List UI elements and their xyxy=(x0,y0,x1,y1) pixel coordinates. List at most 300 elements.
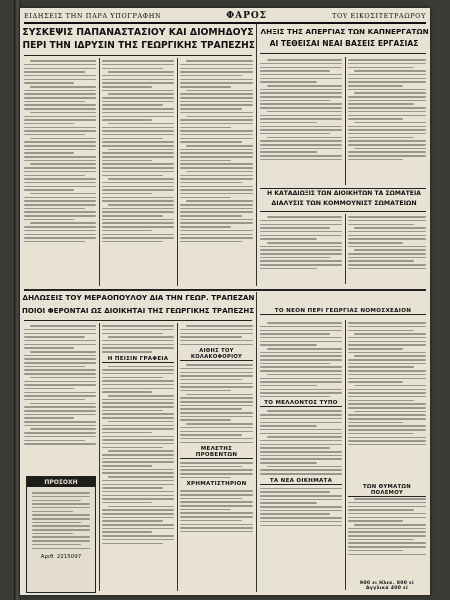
text-line xyxy=(348,253,426,255)
text-line xyxy=(102,495,174,497)
text-line xyxy=(180,531,253,533)
text-line xyxy=(260,231,342,233)
text-line xyxy=(267,242,342,244)
text-line xyxy=(260,521,342,523)
text-line xyxy=(180,469,253,471)
text-line xyxy=(102,417,174,419)
text-line xyxy=(260,341,342,343)
text-line xyxy=(24,127,96,129)
text-line xyxy=(180,333,253,335)
text-line xyxy=(348,509,414,511)
text-line xyxy=(102,531,152,533)
text-line xyxy=(180,516,253,518)
newspaper-page xyxy=(20,8,430,595)
text-line xyxy=(260,330,342,332)
text-line xyxy=(260,249,342,251)
text-line xyxy=(102,377,163,379)
text-line xyxy=(348,366,414,368)
text-line xyxy=(180,434,242,436)
text-line xyxy=(354,333,426,335)
text-line xyxy=(24,93,96,95)
text-line xyxy=(348,144,426,146)
text-line xyxy=(348,155,426,157)
text-line xyxy=(102,402,174,404)
text-line xyxy=(260,100,330,102)
article-body-column xyxy=(260,320,342,592)
text-line xyxy=(180,215,242,217)
text-line xyxy=(180,182,242,184)
text-line xyxy=(24,355,96,357)
text-line xyxy=(24,395,96,397)
text-line xyxy=(260,227,330,229)
text-line xyxy=(180,462,253,464)
text-line xyxy=(260,253,342,255)
text-line xyxy=(348,246,426,248)
text-line xyxy=(267,348,342,350)
text-line xyxy=(102,425,174,427)
text-line xyxy=(102,391,152,393)
text-line xyxy=(24,186,96,188)
text-line xyxy=(24,171,96,173)
text-line xyxy=(348,326,426,328)
text-line xyxy=(24,200,96,202)
text-line xyxy=(348,520,403,522)
text-line xyxy=(260,155,342,157)
text-line xyxy=(186,171,253,173)
text-line xyxy=(260,440,342,442)
text-line xyxy=(32,514,90,516)
text-line xyxy=(186,423,253,425)
text-line xyxy=(180,204,253,206)
text-line xyxy=(260,63,342,65)
text-line xyxy=(102,193,152,195)
text-line xyxy=(260,363,330,365)
text-line xyxy=(180,490,253,492)
text-line xyxy=(180,442,253,444)
text-line xyxy=(348,535,426,537)
text-line xyxy=(267,322,342,324)
text-line xyxy=(180,149,253,151)
text-line xyxy=(24,134,85,136)
text-line xyxy=(24,145,96,147)
text-line xyxy=(102,215,163,217)
text-line xyxy=(260,451,342,453)
text-line xyxy=(260,502,317,504)
text-line xyxy=(180,189,253,191)
text-line xyxy=(30,428,96,430)
text-line xyxy=(348,78,426,80)
text-line xyxy=(260,148,342,150)
text-line xyxy=(354,355,426,357)
text-line xyxy=(24,189,74,191)
text-line xyxy=(348,133,426,135)
text-line xyxy=(260,107,342,109)
text-line xyxy=(348,126,426,128)
text-line xyxy=(102,130,174,132)
text-line xyxy=(348,118,403,120)
text-line xyxy=(260,418,342,420)
headline-left-top-2: ΠΕΡΙ ΤΗΝ ΙΔΡΥΣΙΝ ΤΗΣ ΓΕΩΡΓΙΚΗΣ ΤΡΑΠΕΖΗΣ xyxy=(21,40,255,51)
text-line xyxy=(24,381,96,383)
text-line xyxy=(102,428,174,430)
text-line xyxy=(348,517,426,519)
text-line xyxy=(348,554,426,556)
text-line xyxy=(348,231,426,233)
text-line xyxy=(180,193,253,195)
text-line xyxy=(348,151,426,153)
text-line xyxy=(102,182,174,184)
text-line xyxy=(348,440,426,442)
text-line xyxy=(260,392,342,394)
text-line xyxy=(267,466,342,468)
text-line xyxy=(348,140,426,142)
text-line xyxy=(102,517,174,519)
text-line xyxy=(348,137,414,139)
text-line xyxy=(102,97,174,99)
text-line xyxy=(24,123,74,125)
text-line xyxy=(348,414,426,416)
text-line xyxy=(180,108,242,110)
text-line xyxy=(180,401,253,403)
text-line xyxy=(102,461,174,463)
article-body-column xyxy=(102,58,174,288)
text-line xyxy=(108,123,174,125)
text-line xyxy=(348,129,426,131)
text-line xyxy=(180,186,253,188)
column-rule xyxy=(177,58,178,286)
text-line xyxy=(348,396,426,398)
text-line xyxy=(108,450,174,452)
text-line xyxy=(180,93,253,95)
text-line xyxy=(348,268,426,270)
text-line xyxy=(260,140,342,142)
text-line xyxy=(102,116,174,118)
article-body-column xyxy=(348,320,426,480)
ad-title: ΠΡΟΣΟΧΗ xyxy=(27,477,95,487)
text-line xyxy=(260,429,342,431)
article-body-column xyxy=(348,214,426,286)
text-line xyxy=(102,219,174,221)
text-line xyxy=(180,127,231,129)
text-line xyxy=(180,226,231,228)
text-line xyxy=(260,458,342,460)
text-line xyxy=(102,329,174,331)
text-line xyxy=(180,241,242,243)
text-line xyxy=(180,64,253,66)
text-line xyxy=(102,90,174,92)
text-line xyxy=(32,544,81,546)
text-line xyxy=(260,414,342,416)
text-line xyxy=(102,175,163,177)
column-rule xyxy=(345,320,346,590)
article-body-column xyxy=(180,58,253,288)
text-line xyxy=(180,412,253,414)
text-line xyxy=(260,359,342,361)
text-line xyxy=(260,355,342,357)
text-line xyxy=(24,340,96,342)
text-line xyxy=(32,536,90,538)
text-line xyxy=(30,86,96,88)
text-line xyxy=(102,189,174,191)
headline-right-top-1: ΛΗΞΙΣ ΤΗΣ ΑΠΕΡΓΙΑΣ ΤΩΝ ΚΑΠΝΕΡΓΑΤΩΝ xyxy=(260,27,429,36)
text-line xyxy=(348,506,426,508)
text-line xyxy=(24,347,74,349)
article-body-column xyxy=(348,57,426,187)
text-line xyxy=(180,344,253,346)
text-line xyxy=(180,498,242,500)
text-line xyxy=(102,86,152,88)
text-line xyxy=(260,473,342,475)
text-line xyxy=(102,234,174,236)
text-line xyxy=(102,513,174,515)
text-line xyxy=(260,444,342,446)
text-line xyxy=(102,369,174,371)
text-line xyxy=(348,111,426,113)
text-line xyxy=(260,92,342,94)
text-line xyxy=(260,122,317,124)
text-line xyxy=(24,79,96,81)
text-line xyxy=(260,238,317,240)
text-line xyxy=(260,366,342,368)
subhead-2: ΑΙΘΗΣ ΤΟΥ ΚΟΛΑΚΟΦΟΡΙΟΥ xyxy=(180,348,253,361)
text-line xyxy=(108,71,174,73)
text-line xyxy=(108,204,174,206)
text-line xyxy=(260,462,317,464)
article-body-column xyxy=(348,496,426,578)
text-line xyxy=(30,403,96,405)
text-line xyxy=(267,137,342,139)
text-line xyxy=(180,71,253,73)
headline-right-mid-2: ΔΙΑΛΥΣΙΣ ΤΩΝ ΚΟΜΜΟΥΝΙΣΤ ΣΩΜΑΤΕΙΩΝ xyxy=(271,200,417,207)
text-line xyxy=(348,103,414,105)
text-line xyxy=(24,204,96,206)
text-line xyxy=(24,417,74,419)
text-line xyxy=(102,340,174,342)
text-line xyxy=(180,152,253,154)
text-line xyxy=(180,178,253,180)
masthead-right: ΤΟΥ ΕΙΚΟΣΙΤΕΤΡΑΩΡΟΥ xyxy=(332,12,426,20)
text-line xyxy=(180,82,253,84)
text-line xyxy=(260,260,342,262)
text-line xyxy=(260,491,330,493)
text-line xyxy=(102,237,174,239)
text-line xyxy=(102,211,174,213)
text-line xyxy=(108,421,174,423)
text-line xyxy=(102,82,174,84)
text-line xyxy=(180,431,253,433)
text-line xyxy=(267,111,342,113)
text-line xyxy=(260,103,342,105)
text-line xyxy=(260,389,342,391)
text-line xyxy=(108,506,174,508)
text-line xyxy=(24,241,85,243)
text-line xyxy=(180,390,231,392)
text-line xyxy=(354,498,426,500)
text-line xyxy=(354,249,426,251)
article-body-column xyxy=(180,323,253,593)
text-line xyxy=(260,433,342,435)
text-line xyxy=(260,268,317,270)
text-line xyxy=(102,141,174,143)
text-line xyxy=(24,208,85,210)
text-line xyxy=(24,226,96,228)
text-line xyxy=(102,543,163,545)
column-rule xyxy=(345,57,346,185)
text-line xyxy=(348,502,426,504)
text-line xyxy=(348,264,426,266)
text-line xyxy=(102,439,174,441)
text-line xyxy=(260,264,342,266)
text-line xyxy=(186,60,253,62)
text-line xyxy=(102,186,174,188)
subhead-1: Η ΠΕΙΣΙΝ ΓΡΑΦΕΙΑ xyxy=(102,356,174,363)
text-line xyxy=(348,542,426,544)
text-line xyxy=(102,347,174,349)
text-line xyxy=(180,208,253,210)
text-line xyxy=(260,385,317,387)
text-line xyxy=(102,333,163,335)
text-line xyxy=(102,171,174,173)
text-line xyxy=(260,246,342,248)
text-line xyxy=(180,123,253,125)
text-line xyxy=(180,167,253,169)
text-line xyxy=(24,440,85,442)
text-line xyxy=(348,115,426,117)
text-line xyxy=(180,75,242,77)
text-line xyxy=(32,511,73,513)
text-line xyxy=(102,145,174,147)
text-line xyxy=(32,492,90,494)
text-line xyxy=(102,410,163,412)
text-line xyxy=(102,388,174,390)
column-rule xyxy=(256,24,257,286)
text-line xyxy=(348,67,414,69)
text-line xyxy=(102,101,174,103)
text-line xyxy=(24,101,85,103)
text-line xyxy=(24,234,96,236)
text-line xyxy=(24,104,96,106)
text-line xyxy=(260,510,342,512)
text-line xyxy=(260,513,330,515)
text-line xyxy=(180,219,253,221)
text-line xyxy=(348,422,403,424)
text-line xyxy=(186,116,253,118)
text-line xyxy=(180,119,253,121)
text-line xyxy=(102,104,163,106)
text-line xyxy=(24,421,96,423)
text-line xyxy=(102,108,174,110)
text-line xyxy=(348,341,426,343)
text-line xyxy=(180,416,253,418)
text-line xyxy=(180,97,253,99)
text-line xyxy=(24,64,96,66)
text-line xyxy=(354,385,426,387)
text-line xyxy=(102,156,174,158)
text-line xyxy=(24,108,96,110)
text-line xyxy=(32,529,90,531)
text-line xyxy=(348,352,426,354)
text-line xyxy=(180,372,253,374)
text-line xyxy=(348,444,426,446)
text-line xyxy=(180,329,253,331)
text-line xyxy=(348,337,426,339)
text-line xyxy=(24,152,74,154)
text-line xyxy=(102,197,174,199)
text-line xyxy=(348,260,414,262)
text-line xyxy=(180,175,253,177)
text-line xyxy=(348,220,426,222)
text-line xyxy=(186,90,253,92)
text-line xyxy=(108,336,174,338)
text-line xyxy=(24,219,74,221)
text-line xyxy=(102,472,174,474)
text-line xyxy=(180,340,253,342)
text-line xyxy=(180,438,253,440)
text-line xyxy=(348,363,426,365)
text-line xyxy=(24,71,85,73)
text-line xyxy=(102,222,174,224)
text-line xyxy=(180,101,253,103)
text-line xyxy=(24,443,96,445)
text-line xyxy=(180,368,253,370)
text-line xyxy=(180,427,253,429)
text-line xyxy=(24,82,74,84)
text-line xyxy=(102,64,174,66)
text-line xyxy=(348,344,426,346)
text-line xyxy=(24,237,96,239)
text-line xyxy=(24,149,96,151)
text-line xyxy=(24,406,96,408)
column-rule xyxy=(99,323,100,591)
text-line xyxy=(102,60,174,62)
text-line xyxy=(186,325,253,327)
text-line xyxy=(102,480,174,482)
text-line xyxy=(180,405,253,407)
text-line xyxy=(348,381,403,383)
text-line xyxy=(354,148,426,150)
text-line xyxy=(348,370,426,372)
text-line xyxy=(102,75,174,77)
headline-left-top-1: ΣΥΣΚΕΨΙΣ ΠΑΠΑΝΑΣΤΑΣΙΟΥ ΚΑΙ ΔΙΟΜΗΔΟΥΣ xyxy=(22,27,254,38)
text-line xyxy=(260,381,342,383)
text-line xyxy=(354,92,426,94)
text-line xyxy=(30,377,96,379)
text-line xyxy=(260,495,342,497)
masthead xyxy=(24,10,426,24)
text-line xyxy=(24,425,96,427)
text-line xyxy=(102,413,174,415)
text-line xyxy=(348,85,403,87)
text-line xyxy=(267,436,342,438)
text-line xyxy=(108,476,174,478)
text-line xyxy=(348,425,426,427)
text-line xyxy=(267,59,342,61)
text-line xyxy=(260,257,330,259)
article-body-column xyxy=(260,214,342,286)
headline-left-mid-1: ΔΗΛΩΣΕΙΣ ΤΟΥ ΜΕΡΑΟΠΟΥΛΟΥ ΔΙΑ ΤΗΝ ΓΕΩΡ. ΤΡΑΠΕΖΑΝ xyxy=(22,293,254,302)
text-line xyxy=(260,96,342,98)
text-line xyxy=(354,227,426,229)
text-line xyxy=(186,364,253,366)
text-line xyxy=(348,531,426,533)
subhead-6: ΤΟ ΜΕΛΛΟΝΤΟΣ ΤΥΠΟ xyxy=(260,400,342,407)
text-line xyxy=(30,138,96,140)
text-line xyxy=(24,358,96,360)
text-line xyxy=(24,366,85,368)
text-line xyxy=(260,337,342,339)
text-line xyxy=(260,326,342,328)
text-line xyxy=(348,59,426,61)
